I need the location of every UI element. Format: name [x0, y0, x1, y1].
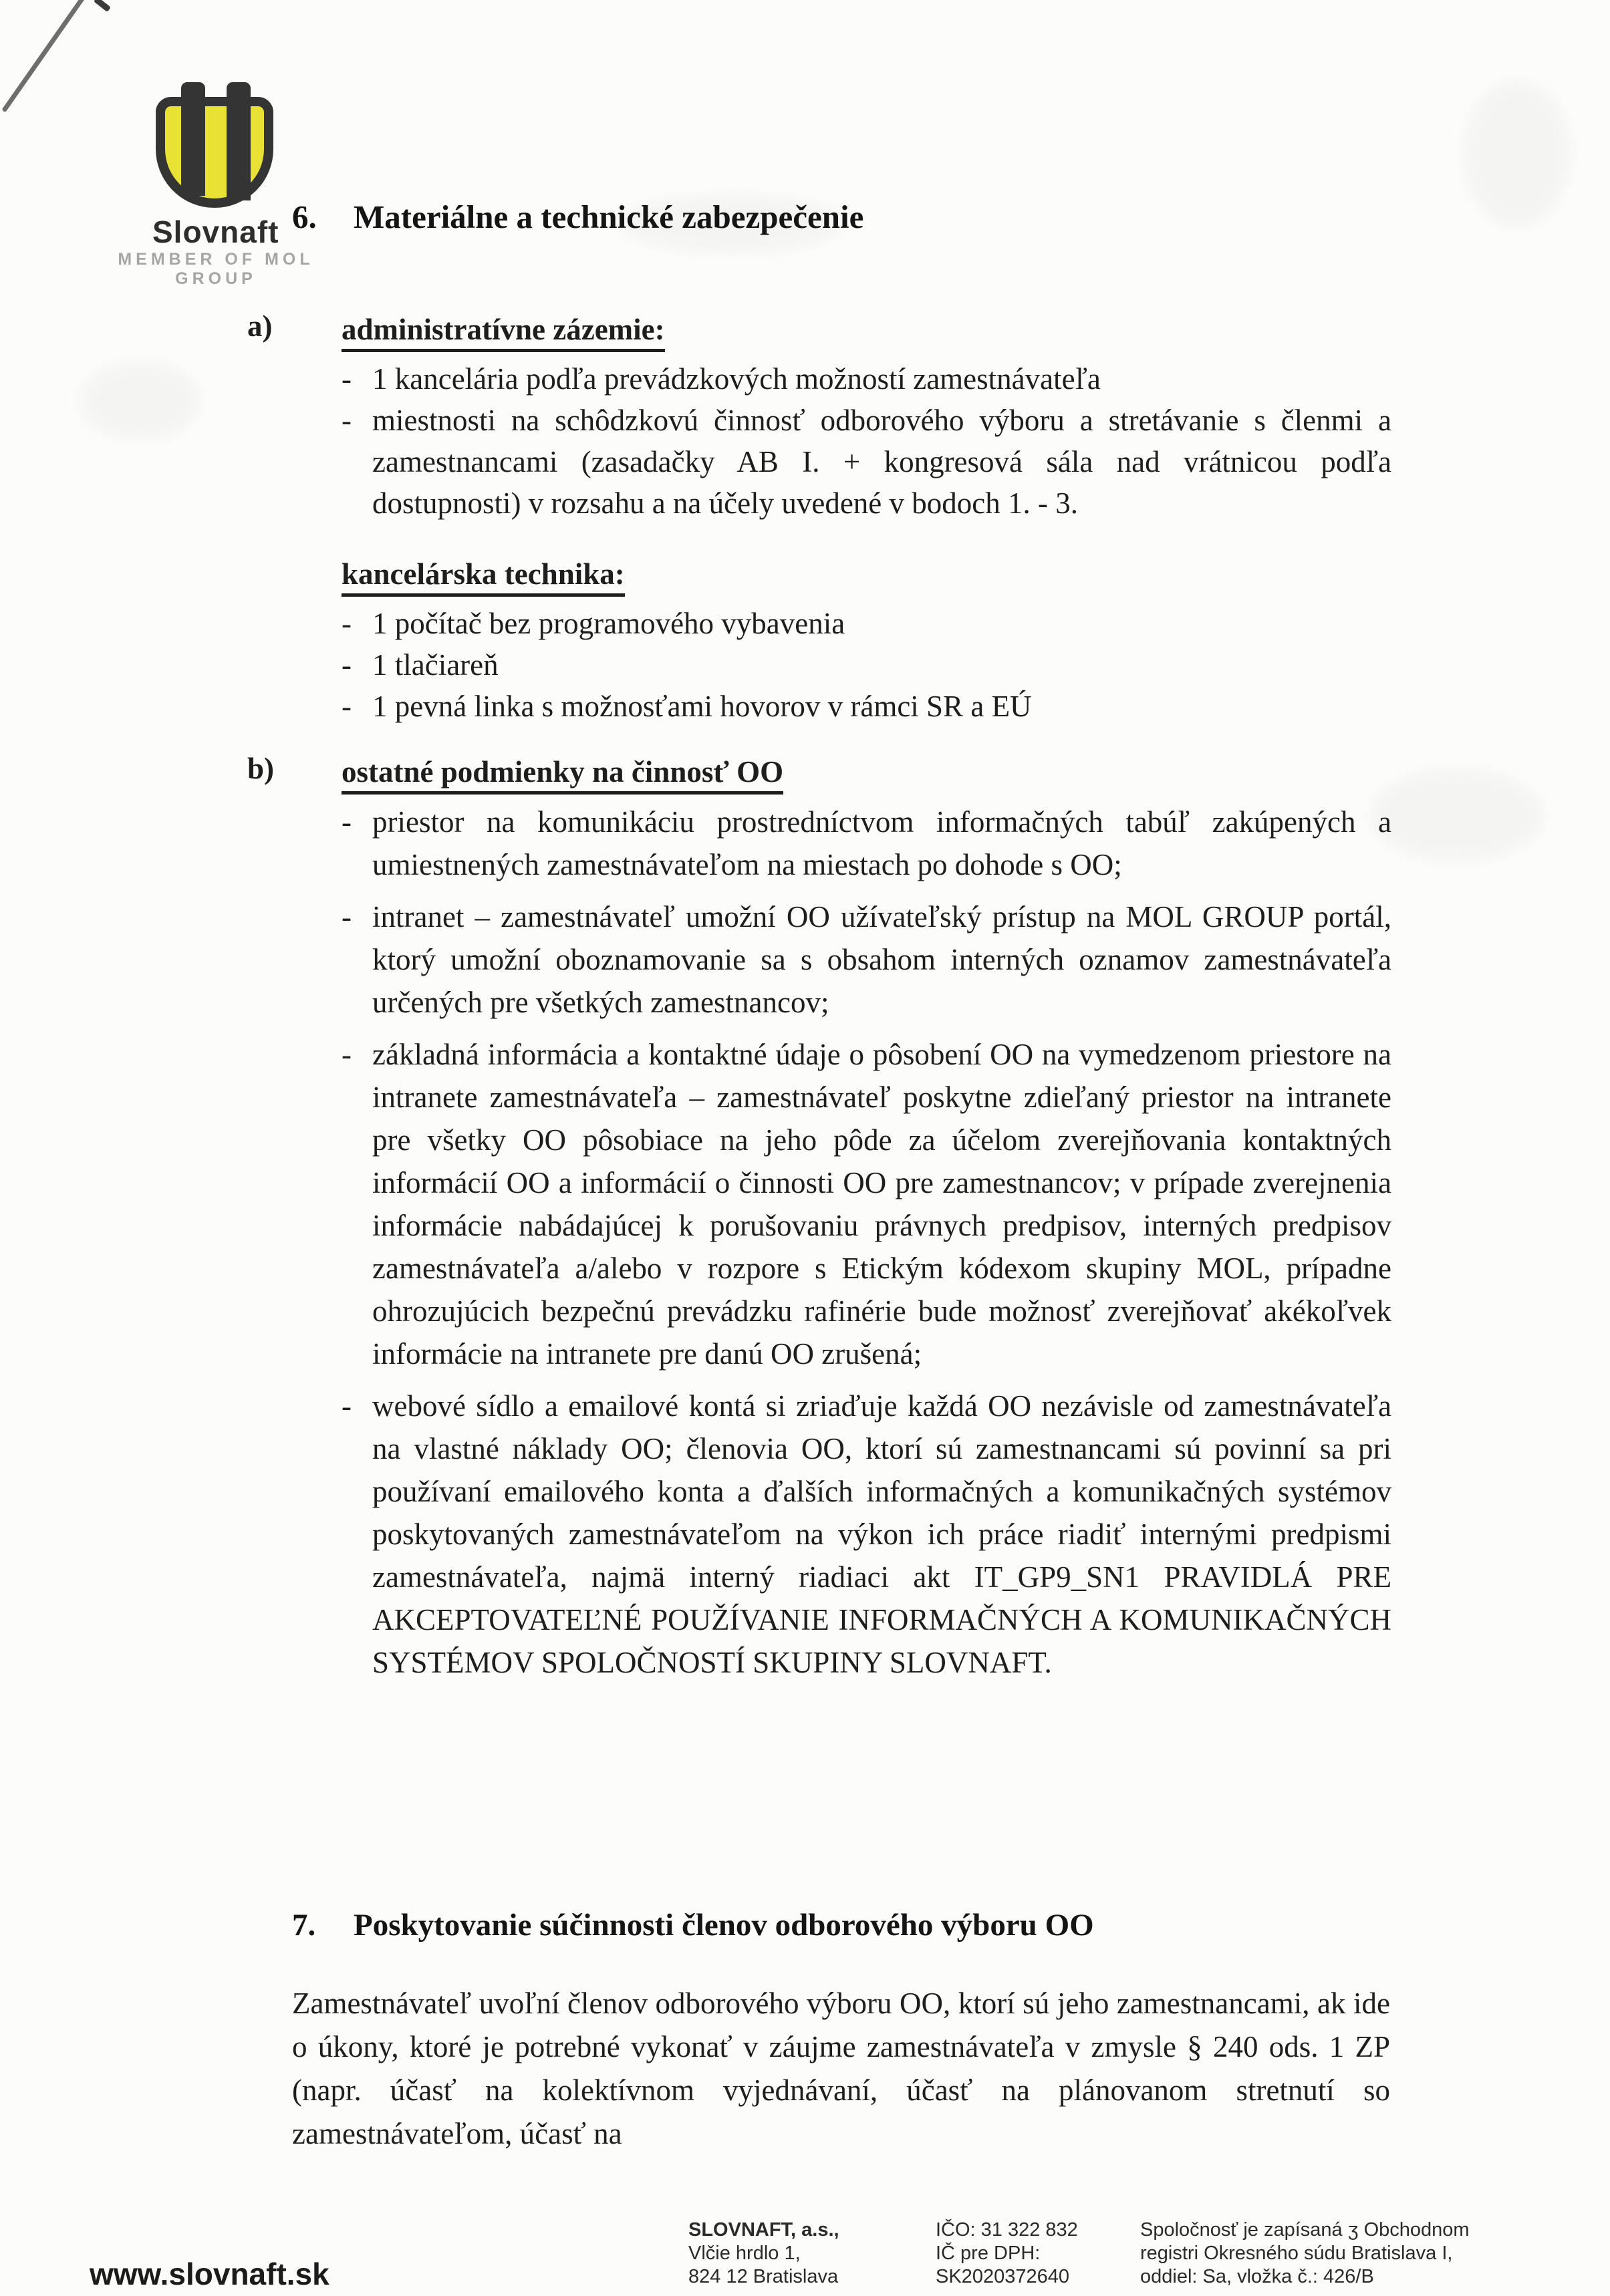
- footer-ico: IČO: 31 322 832: [936, 2219, 1078, 2241]
- list-item: - 1 počítač bez programového vybavenia: [342, 603, 1391, 644]
- group-tech-heading: kancelárska technika:: [342, 553, 1391, 595]
- section6-title: Materiálne a technické zabezpečenie: [354, 198, 864, 235]
- footer-ids-block: [936, 2218, 1078, 2289]
- brand-member-line: MEMBER OF MOL GROUP: [118, 250, 314, 288]
- bullet-dash: -: [342, 362, 352, 396]
- section7-title: Poskytovanie súčinnosti členov odborového výboru OO: [354, 1908, 1094, 1943]
- footer-registry-line: oddiel: Sa, vložka č.: 426/B: [1140, 2266, 1374, 2287]
- bullet-dash: -: [342, 1389, 352, 1423]
- group-a: [247, 309, 1391, 524]
- footer-company-name: SLOVNAFT, a.s.,: [688, 2219, 839, 2241]
- shield-icon: [156, 97, 273, 208]
- list-item: - miestnosti na schôdzkovú činnosť odborového výboru a stretávanie s členmi a zamestnancami (zasadačky AB I. + kongresová sála nad vrátnicou podľa dostupnosti) v rozsahu a na účely uvedené v bodoch 1. - 3.: [342, 400, 1391, 524]
- group-b: [247, 751, 1391, 1684]
- list-item: - intranet – zamestnávateľ umožní OO užívateľský prístup na MOL GROUP portál, ktorý umožní oboznamovanie sa s obsahom interných oznamov zamestnávateľa určených pre všetkých zamestnancov;: [342, 895, 1391, 1024]
- section6-heading: [292, 198, 863, 236]
- bullet-dash: -: [342, 690, 352, 723]
- brand-name: Slovnaft: [152, 214, 279, 249]
- scan-smudge: [1464, 80, 1571, 227]
- footer-registry-line: registri Okresného súdu Bratislava I,: [1140, 2243, 1453, 2264]
- footer-company-city: 824 12 Bratislava: [688, 2266, 839, 2287]
- section7-number: 7.: [292, 1908, 316, 1943]
- list-item: - priestor na komunikáciu prostredníctvom informačných tabúľ zakúpených a umiestnených zamestnávateľom na miestach po dohode s OO;: [342, 801, 1391, 886]
- shield-stripe-icon: [227, 82, 251, 200]
- section7-heading: [292, 1907, 1094, 1943]
- bullet-dash: -: [342, 805, 352, 839]
- list-item: - webové sídlo a emailové kontá si zriaďuje každá OO nezávisle od zamestnávateľa na vlastné náklady OO; členovia OO, ktorí sú zamestnancami sú povinní sa pri používaní emailového konta a ďalších informačných a komunikačných systémov poskytovaných zamestnávateľom na výkon ich práce riadiť internými predpismi zamestnávateľa, najmä interný riadiaci akt IT_GP9_SN1 PRAVIDLÁ PRE AKCEPTOVATEĽNÉ POUŽÍVANIE INFORMAČNÝCH A KOMUNIKAČNÝCH SYSTÉMOV SPOLOČNOSTÍ SKUPINY SLOVNAFT.: [342, 1385, 1391, 1684]
- bullet-dash: -: [342, 607, 352, 640]
- scan-smudge: [1370, 768, 1544, 862]
- bullet-dash: -: [342, 648, 352, 682]
- list-item: - 1 kancelária podľa prevádzkových možností zamestnávateľa: [342, 358, 1391, 400]
- footer-company-street: Vlčie hrdlo 1,: [688, 2243, 801, 2264]
- scan-fold-line: [1, 0, 86, 112]
- scan-corner-mark: [94, 0, 111, 12]
- footer-registry-block: [1140, 2218, 1470, 2289]
- footer-vat-label: IČ pre DPH:: [936, 2243, 1041, 2264]
- group-a-heading: administratívne zázemie:: [342, 309, 1391, 350]
- group-b-heading: ostatné podmienky na činnosť OO: [342, 751, 1391, 793]
- bullet-dash: -: [342, 404, 352, 437]
- section7-paragraph: Zamestnávateľ uvoľní členov odborového výboru OO, ktorí sú jeho zamestnancami, ak ide o úkony, ktoré je potrebné vykonať v záujme zamestnávateľa v zmysle § 240 ods. 1 ZP (napr. účasť na kolektívnom vyjednávaní, účasť na plánovanom stretnutí so zamestnávateľom, účasť na: [292, 1987, 1390, 2150]
- footer-website: www.slovnaft.sk: [90, 2257, 329, 2291]
- list-item: - základná informácia a kontaktné údaje o pôsobení OO na vymedzenom priestore na intranete zamestnávateľa – zamestnávateľ poskytne zdieľaný priestor na intranete pre všetky OO pôsobiace na jeho pôde za účelom zverejňovania kontaktných informácií OO a informácií o činnosti OO pre zamestnancov; v prípade zverejnenia informácie nabádajúcej k porušovaniu právnych predpisov, interných predpisov zamestnávateľa a/alebo v rozpore s Etickým kódexom skupiny MOL, prípadne ohrozujúcich bezpečnú prevádzku rafinérie bude možnosť zverejňovať akékoľvek informácie na intranete pre danú OO zrušená;: [342, 1033, 1391, 1375]
- footer-registry-line: Spoločnosť je zapísaná ʒ Obchodnom: [1140, 2219, 1470, 2241]
- group-a-label: a): [247, 309, 273, 343]
- list-item: - 1 pevná linka s možnosťami hovorov v rámci SR a EÚ: [342, 686, 1391, 727]
- footer-vat-number: SK2020372640: [936, 2266, 1069, 2287]
- bullet-dash: -: [342, 900, 352, 934]
- group-tech: [247, 553, 1391, 727]
- shield-stripe-icon: [181, 82, 205, 196]
- footer-company-block: [688, 2218, 839, 2289]
- section6-number: 6.: [292, 198, 317, 235]
- group-b-label: b): [247, 752, 275, 785]
- scan-smudge: [80, 361, 200, 441]
- bullet-dash: -: [342, 1038, 352, 1071]
- list-item: - 1 tlačiareň: [342, 644, 1391, 686]
